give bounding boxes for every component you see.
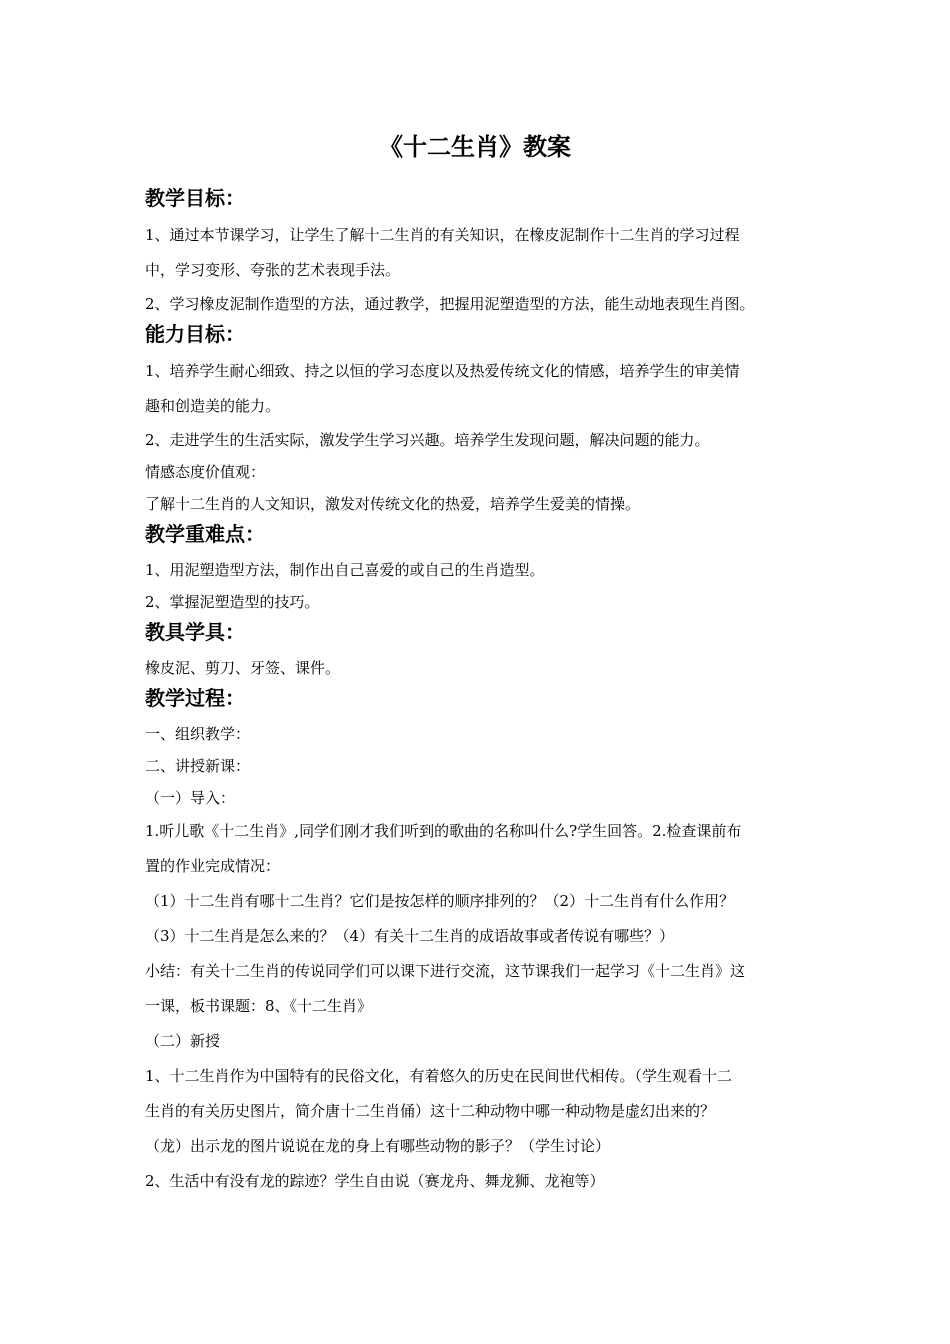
- paragraph-line: （二）新授: [145, 1032, 221, 1050]
- section-heading-ability: 能力目标：: [145, 322, 245, 346]
- paragraph-line: 生肖的有关历史图片，简介唐十二生肖俑）这十二种动物中哪一种动物是虚幻出来的？: [145, 1102, 716, 1120]
- paragraph-line: 1、培养学生耐心细致、持之以恒的学习态度以及热爱传统文化的情感，培养学生的审美情: [145, 362, 740, 380]
- paragraph-line: 了解十二生肖的人文知识，激发对传统文化的热爱，培养学生爱美的情操。: [145, 495, 641, 513]
- paragraph-line: 2、学习橡皮泥制作造型的方法，通过教学，把握用泥塑造型的方法，能生动地表现生肖图。: [145, 295, 755, 313]
- paragraph-line: 1.听儿歌《十二生肖》,同学们刚才我们听到的歌曲的名称叫什么?学生回答。2.检查课前布: [145, 822, 742, 840]
- paragraph-line: 一课，板书课题：8、《十二生肖》: [145, 997, 373, 1015]
- paragraph-line: 1、用泥塑造型方法，制作出自己喜爱的或自己的生肖造型。: [145, 561, 545, 579]
- section-heading-key-points: 教学重难点：: [145, 522, 265, 546]
- paragraph-line: 情感态度价值观：: [145, 463, 266, 481]
- paragraph-line: 置的作业完成情况：: [145, 857, 281, 875]
- paragraph-line: 1、十二生肖作为中国特有的民俗文化，有着悠久的历史在民间世代相传。（学生观看十二: [145, 1067, 733, 1085]
- paragraph-line: 一、组织教学：: [145, 725, 251, 743]
- paragraph-line: （3）十二生肖是怎么来的？（4）有关十二生肖的成语故事或者传说有哪些？）: [145, 927, 675, 945]
- paragraph-line: （一）导入：: [145, 789, 236, 807]
- page-title: 《十二生肖》教案: [379, 133, 571, 161]
- paragraph-line: 2、走进学生的生活实际，激发学生学习兴趣。培养学生发现问题，解决问题的能力。: [145, 431, 710, 449]
- paragraph-line: 中，学习变形、夸张的艺术表现手法。: [145, 261, 401, 279]
- document-body: [145, 184, 825, 1199]
- paragraph-line: 1、通过本节课学习，让学生了解十二生肖的有关知识，在橡皮泥制作十二生肖的学习过程: [145, 226, 740, 244]
- paragraph-line: 二、讲授新课：: [145, 757, 251, 775]
- section-heading-goals: 教学目标：: [145, 186, 245, 210]
- paragraph-line: 2、掌握泥塑造型的技巧。: [145, 593, 320, 611]
- paragraph-line: 小结：有关十二生肖的传说同学们可以课下进行交流，这节课我们一起学习《十二生肖》这: [145, 962, 746, 980]
- paragraph-line: 趣和创造美的能力。: [145, 397, 281, 415]
- section-heading-process: 教学过程：: [145, 686, 245, 710]
- paragraph-line: 2、生活中有没有龙的踪迹？学生自由说（赛龙舟、舞龙狮、龙袍等）: [145, 1172, 605, 1190]
- paragraph-line: （龙）出示龙的图片说说在龙的身上有哪些动物的影子？（学生讨论）: [145, 1137, 611, 1155]
- paragraph-line: （1）十二生肖有哪十二生肖？它们是按怎样的顺序排列的？（2）十二生肖有什么作用？: [145, 892, 735, 910]
- section-heading-tools: 教具学具：: [145, 620, 245, 644]
- paragraph-line: 橡皮泥、剪刀、牙签、课件。: [145, 659, 341, 677]
